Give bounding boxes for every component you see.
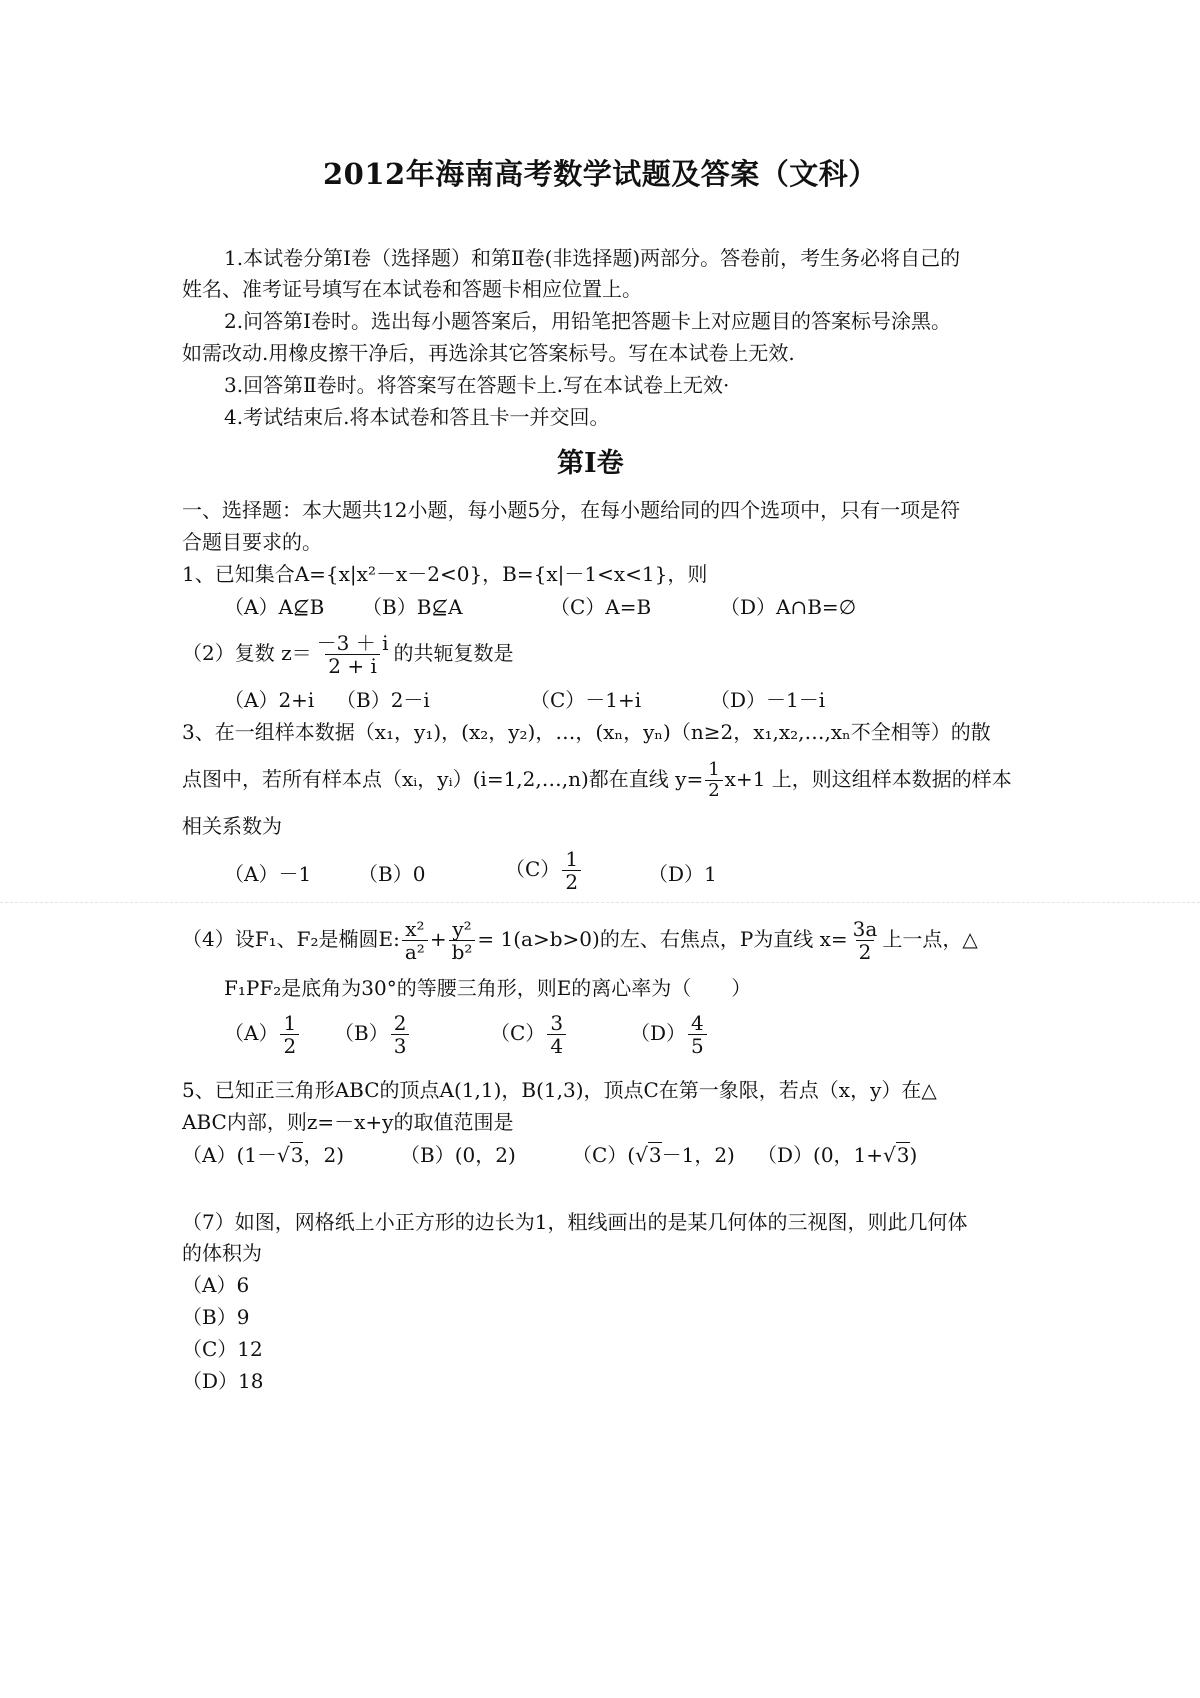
fraction-denominator: 2 [705,780,722,801]
option-a [182,1145,344,1165]
option-text: ) [909,1143,918,1167]
fraction [314,632,392,677]
fraction [688,1012,707,1057]
option-c [490,1012,568,1057]
sqrt-sign: √ [635,1143,648,1167]
option-d: （D）1 [648,862,717,886]
fraction [705,760,722,801]
stem-text: 上一点，△ [882,927,978,951]
radicand: 3 [896,1143,910,1167]
fraction [562,848,581,893]
option-d: （D）A∩B=∅ [720,595,857,619]
fraction-numerator: 3a [852,917,878,941]
stem-text: （4）设F₁、F₂是椭圆E: [182,927,400,951]
section-title: 第Ⅰ卷 [557,448,624,479]
fraction [850,918,881,963]
option-a: （A）2+i [224,688,315,712]
instruction-line: 3.回答第Ⅱ卷时。将答案写在答题卡上.写在本试卷上无效· [224,373,730,397]
sqrt-sign: √ [883,1143,896,1167]
fraction-denominator: 3 [391,1034,410,1057]
option-c [572,1145,735,1165]
instruction-line: 2.问答第Ⅰ卷时。选出每小题答案后，用铅笔把答题卡上对应题目的答案标号涂黑。 [224,309,951,333]
question-stem: ABC内部，则z=－x+y的取值范围是 [182,1110,514,1134]
option-d: （D）－1－i [710,688,826,712]
stem-text: x+1 上，则这组样本数据的样本 [724,766,1012,791]
fraction-numerator: y² [452,917,472,941]
question-stem: 1、已知集合A={x|x²－x－2<0}，B={x|－1<x<1}，则 [182,562,708,586]
option-text: （D）(0，1+ [757,1143,884,1167]
question-stem: 3、在一组样本数据（x₁，y₁)，(x₂，y₂)，…，(xₙ，yₙ)（n≥2，x₁,x₂,…,xₙ不全相等）的散 [182,720,991,744]
question-stem [182,918,978,963]
question-stem: 的体积为 [182,1241,262,1265]
option-label: （C） [490,1021,546,1045]
plus-sign: + [429,927,447,951]
option-label: （B） [334,1021,389,1045]
question-stem: F₁PF₂是底角为30°的等腰三角形，则E的离心率为（ ） [224,976,752,1000]
fraction-numerator: －3 ＋ i [316,631,389,655]
fraction [449,918,476,963]
option-label: （D） [630,1021,687,1045]
instruction-line: 1.本试卷分第Ⅰ卷（选择题）和第Ⅱ卷(非选择题)两部分。答卷前，考生务必将自己的 [224,246,961,270]
option-d: （D）18 [182,1369,264,1393]
fraction-denominator: b² [449,940,476,963]
question-stem [182,760,1012,801]
option-c: （C）－1+i [530,688,642,712]
option-c: （C）A=B [550,595,652,619]
option-c: （C）12 [182,1337,263,1361]
option-label: （A） [224,1021,279,1045]
option-text: （A）(1－ [182,1143,277,1167]
option-a: （A）－1 [224,862,312,886]
fraction-denominator: 2 [562,870,581,893]
fraction-numerator: 3 [550,1011,564,1035]
fraction [391,1012,410,1057]
fraction [402,918,428,963]
question-stem: 5、已知正三角形ABC的顶点A(1,1)，B(1,3)，顶点C在第一象限，若点（x，y）在△ [182,1078,937,1102]
option-label: （C） [505,857,561,881]
question-stem: （7）如图，网格纸上小正方形的边长为1，粗线画出的是某几何体的三视图，则此几何体 [182,1210,968,1234]
option-b: （B）B⊈A [362,595,463,619]
instruction-line: 姓名、准考证号填写在本试卷和答题卡相应位置上。 [182,277,642,301]
option-c [505,848,583,893]
instruction-line: 如需改动.用橡皮擦干净后，再选涂其它答案标号。写在本试卷上无效. [182,341,795,365]
fraction-denominator: a² [402,940,428,963]
fraction-numerator: 1 [565,847,579,871]
fraction-numerator: 1 [708,759,720,780]
option-a: （A）A⊈B [224,595,325,619]
option-b [334,1012,411,1057]
sqrt-sign: √ [276,1143,290,1167]
stem-prefix: （2）复数 z＝ [182,641,312,665]
stem-suffix: 的共轭复数是 [393,641,514,665]
option-b: （B）9 [182,1305,250,1329]
page-title: 2012年海南高考数学试题及答案（文科） [323,157,878,191]
option-b: （B）(0，2) [400,1143,516,1167]
stem-text: = 1(a>b>0)的左、右焦点，P为直线 x= [477,927,848,951]
fraction-denominator: 2 [280,1034,299,1057]
fraction-denominator: 2 + i [325,654,380,677]
fraction-numerator: x² [405,917,425,941]
option-text: （C）( [572,1143,636,1167]
section-intro: 合题目要求的。 [182,530,322,554]
fraction-numerator: 4 [691,1011,704,1035]
fraction [280,1012,299,1057]
question-stem [182,632,513,677]
radicand: 3 [290,1143,304,1167]
option-d [630,1012,709,1057]
fraction-denominator: 5 [688,1034,707,1057]
option-a [224,1012,301,1057]
section-intro: 一、选择题：本大题共12小题，每小题5分，在每小题给同的四个选项中，只有一项是符 [182,498,961,522]
option-text: －1，2) [661,1143,735,1167]
option-b: （B）0 [358,862,426,886]
fraction-numerator: 1 [283,1011,297,1035]
option-d [757,1145,917,1165]
fraction-denominator: 4 [547,1034,566,1057]
option-text: ，2) [303,1143,344,1167]
fraction-denominator: 2 [856,940,875,963]
option-b: （B）2－i [336,688,430,712]
radicand: 3 [648,1143,662,1167]
stem-text: 点图中，若所有样本点（xᵢ，yᵢ）(i=1,2,…,n)都在直线 y= [182,766,704,791]
fraction-numerator: 2 [393,1011,407,1035]
fraction [547,1012,566,1057]
instruction-line: 4.考试结束后.将本试卷和答且卡一并交回。 [224,405,610,429]
divider [0,902,1200,903]
question-stem: 相关系数为 [182,814,282,838]
option-a: （A）6 [182,1273,250,1297]
